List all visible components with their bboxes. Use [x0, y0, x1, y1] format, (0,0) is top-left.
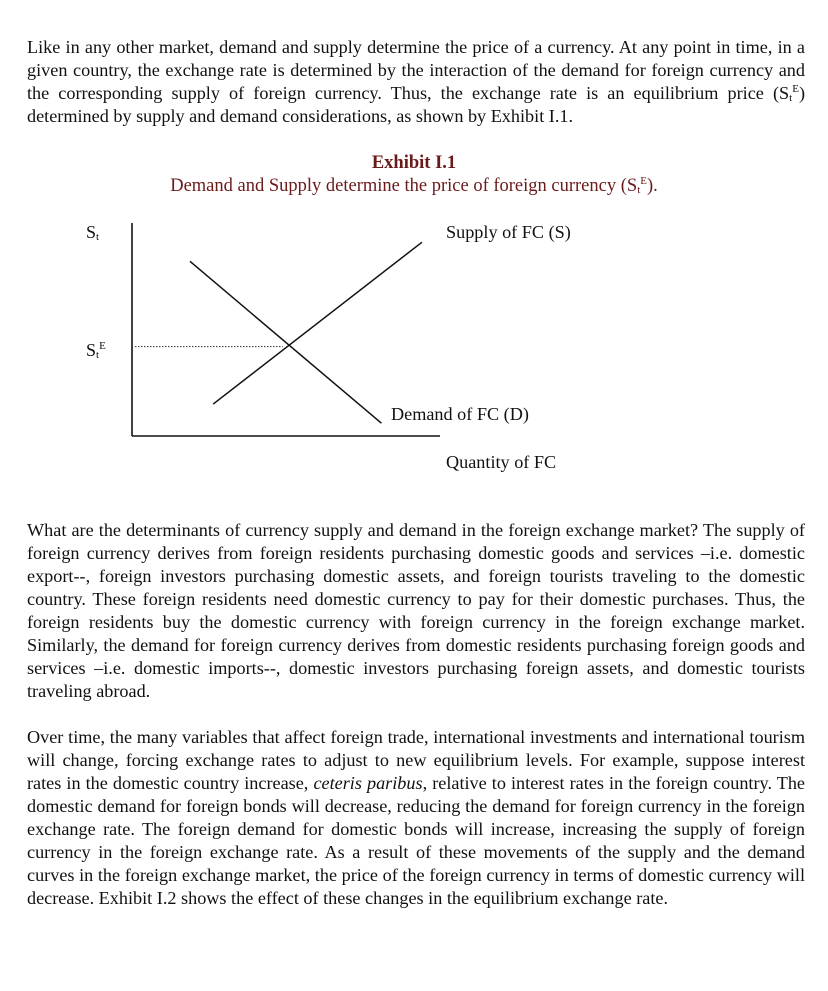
determinants-paragraph: What are the determinants of currency supply and demand in the foreign exchange market? The supply of foreign currency derives from foreign residents purchasing domestic goods and services –i.e. domestic export--, foreign investors purchasing domestic assets, and foreign tourists traveling to the domestic country. These foreign residents need domestic currency to pay for their domestic purchases. Thus, the foreign residents buy the domestic currency with foreign currency in the foreign exchange market. Similarly, the demand for foreign currency derives from domestic residents purchasing foreign goods and services –i.e. domestic imports--, domestic investors purchasing foreign assets, and domestic tourists traveling abroad.	[27, 520, 805, 701]
y-axis-label	[86, 222, 99, 243]
y-axis-label-main: S	[86, 222, 97, 242]
equilibrium-label	[86, 340, 106, 361]
demand-curve-label: Demand of FC (D)	[391, 404, 529, 424]
caption-subscript: t	[637, 184, 641, 196]
supply-curve	[213, 242, 422, 404]
caption-text-1: Demand and Supply determine the price of foreign currency (S	[170, 176, 638, 196]
intro-paragraph	[27, 36, 805, 128]
p3-text-1: Over time, the many variables that affect foreign trade, international investments and international tourism will change, forcing exchange rates to adjust to new equilibrium levels. For example, suppose interest rates in the domestic country increase,	[27, 727, 805, 793]
superscript-e: E	[792, 83, 799, 95]
caption-superscript: E	[640, 175, 647, 187]
equilibrium-change-paragraph	[27, 726, 805, 910]
exhibit-title: Exhibit I.1	[371, 153, 457, 173]
intro-text-1: Like in any other market, demand and supply determine the price of a currency. At any point in time, in a given country, the exchange rate is determined by the interaction of the demand for foreign currency and the corresponding supply of foreign currency. Thus, the exchange rate is an equilibrium price (S	[27, 37, 805, 103]
p3-text-2: , relative to interest rates in the foreign country. The domestic demand for foreign bonds will decrease, reducing the demand for foreign currency in the foreign exchange rate. The foreign demand for domestic bonds will increase, increasing the supply of foreign currency in the foreign exchange rate. As a result of these movements of the supply and the demand curves in the foreign exchange market, the price of the foreign currency in terms of domestic currency will decrease. Exhibit I.2 shows the effect of these changes in the equilibrium exchange rate.	[27, 773, 805, 908]
intro-text-2: ) determined by supply and demand considerations, as shown by Exhibit I.1.	[27, 83, 805, 126]
ceteris-paribus-italic: ceteris paribus	[313, 773, 423, 793]
y-axis-label-sub: t	[96, 231, 100, 243]
equilibrium-label-main: S	[86, 340, 97, 360]
demand-curve	[190, 261, 381, 423]
supply-curve-label: Supply of FC (S)	[446, 222, 571, 242]
equilibrium-label-sup: E	[99, 340, 106, 352]
x-axis-label: Quantity of FC	[446, 452, 557, 472]
caption-text-2: ).	[646, 176, 658, 196]
subscript-t: t	[789, 92, 793, 104]
equilibrium-label-sub: t	[96, 349, 100, 361]
exhibit-caption	[0, 176, 828, 197]
